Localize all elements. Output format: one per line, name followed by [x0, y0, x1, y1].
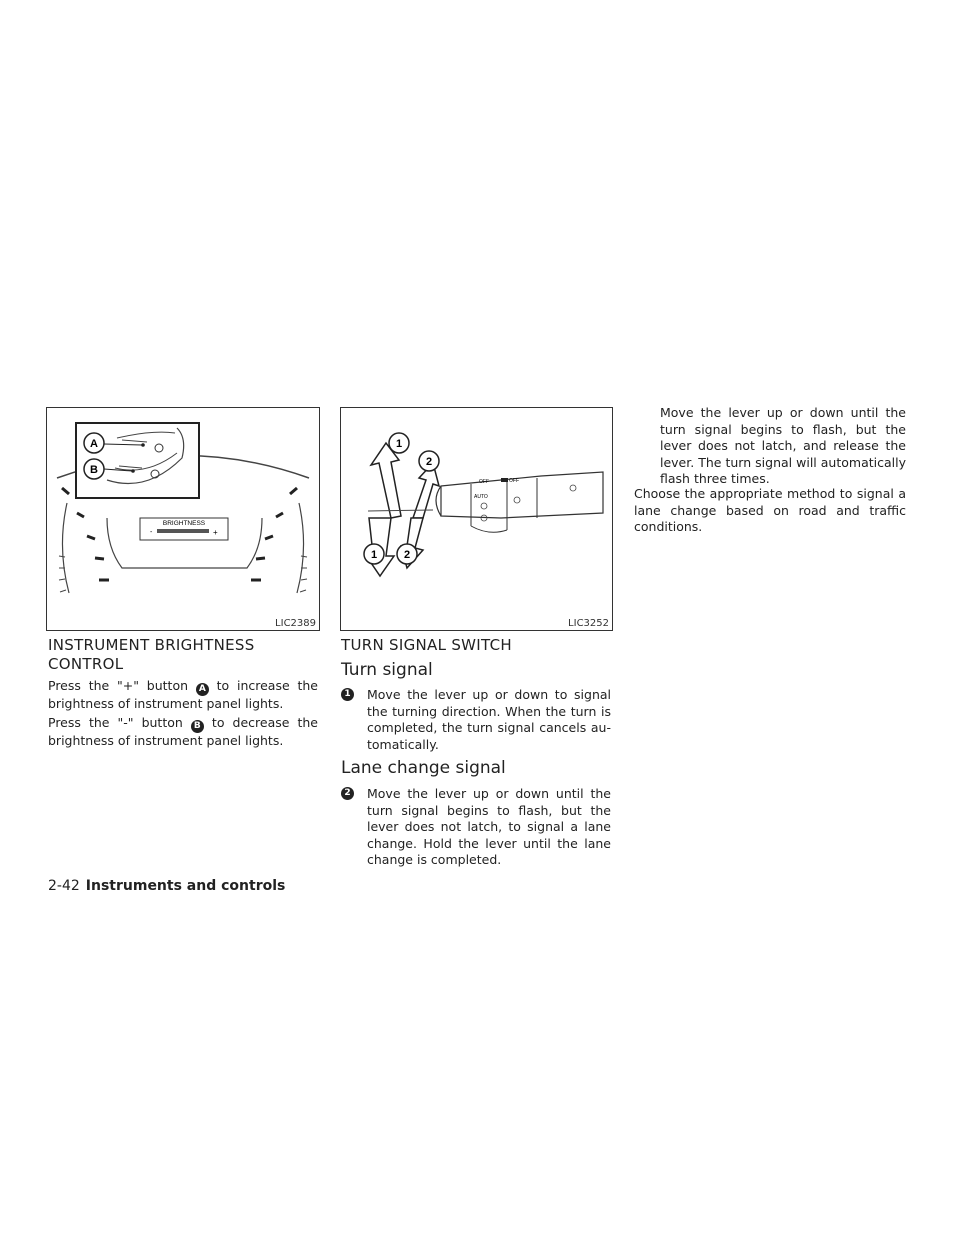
- display-plus: +: [213, 528, 218, 537]
- section-name: Instruments and controls: [85, 878, 286, 894]
- callout-b: B: [90, 464, 98, 476]
- callout-down-2: 2: [403, 549, 411, 561]
- paragraph-brightness-increase: Press the "+" button A to increase the brightness of instrument panel lights.: [48, 678, 318, 711]
- callout-down-1: 1: [370, 549, 378, 561]
- paragraph-choose-method: Choose the appropriate method to signal a lane change based on road and traffic conditions.: [634, 486, 906, 534]
- figure-turn-signal-switch: [340, 407, 613, 631]
- figure-code: LIC3252: [568, 618, 609, 629]
- display-label: BRIGHTNESS: [162, 520, 206, 527]
- off-label-1: OFF: [479, 479, 489, 485]
- page-number: 2-42: [48, 878, 80, 894]
- callout-badge-b: B: [191, 720, 204, 733]
- list-item-turn-signal: 1 Move the lever up or down to signal the turning direction. When the turn is completed, the turn signal cancels au-tomatically.: [341, 687, 611, 753]
- turn-signal-lever-illustration: [341, 408, 612, 630]
- section-title-instrument-brightness: INSTRUMENT BRIGHTNESS CONTROL: [48, 636, 255, 673]
- callout-a: A: [90, 438, 98, 450]
- section-title-turn-signal-switch: TURN SIGNAL SWITCH: [341, 636, 512, 654]
- list-item-lane-change-continued: Move the lever up or down until the turn signal begins to flash, but the lever does not latch, and release the lever. The turn signal will automatically flash three times.: [660, 405, 906, 486]
- display-minus: -: [150, 529, 153, 536]
- auto-label: AUTO: [474, 494, 488, 500]
- callout-up-2: 2: [425, 456, 433, 468]
- callout-up-1: 1: [395, 438, 403, 450]
- page-footer: [48, 878, 285, 894]
- off-label-2: OFF: [509, 478, 519, 484]
- figure-code: LIC2389: [275, 618, 316, 629]
- subheading-turn-signal: Turn signal: [341, 660, 433, 680]
- step-badge-2: 2: [341, 787, 354, 800]
- paragraph-brightness-decrease: Press the "-" button B to decrease the brightness of instrument panel lights.: [48, 715, 318, 748]
- subheading-lane-change-signal: Lane change signal: [341, 758, 506, 778]
- instrument-panel-illustration: [47, 408, 319, 630]
- figure-instrument-brightness: [46, 407, 320, 631]
- callout-badge-a: A: [196, 683, 209, 696]
- step-badge-1: 1: [341, 688, 354, 701]
- list-item-lane-change: 2 Move the lever up or down until the turn signal begins to flash, but the lever does not latch, to signal a lane change. Hold the lever until the lane change is completed.: [341, 786, 611, 869]
